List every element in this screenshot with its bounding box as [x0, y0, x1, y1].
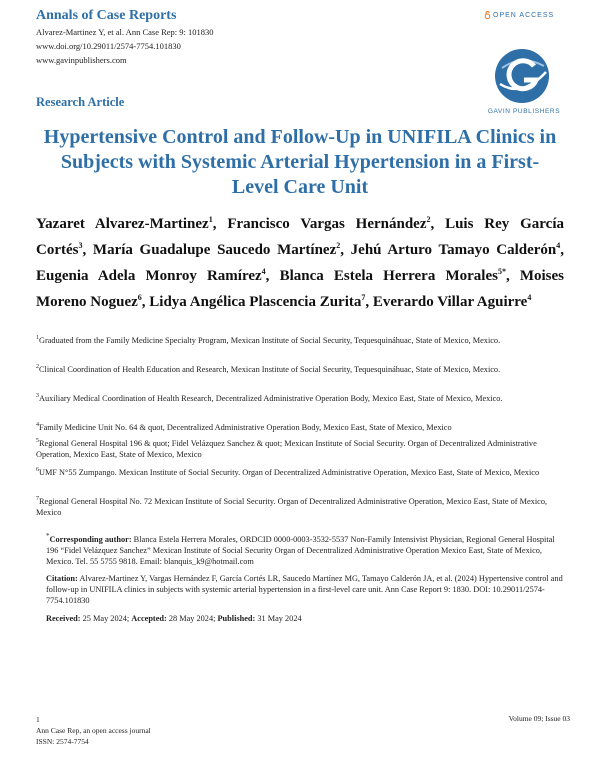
corresponding-author: *Corresponding author: Blanca Estela Herrera Morales, ORDCID 0000-0003-3532-5537 Non-Family Intensivist Physician, Regional General Hospital 196 “Fidel Velázquez Sanchez” Mexican Institute of Social Security Organ of Decentralized Administrative Operation Mexico East, State of Mexico, Mexico. Tel. 55 5755 9818. Email: blanquis_k9@hotmail.com: [46, 533, 555, 566]
article-title: Hypertensive Control and Follow-Up in UNIFILA Clinics in Subjects with Systemic Arterial Hypertension in a First-Level Care Unit: [43, 126, 557, 198]
header-doi[interactable]: www.doi.org/10.29011/2574-7754.101830: [36, 41, 181, 51]
author: Francisco Vargas Hernández$^2$: [227, 215, 431, 232]
author: Lidya Angélica Plascencia Zurita$^7$: [149, 293, 366, 310]
open-access-lock-icon: [484, 11, 491, 19]
article-dates: Received: 25 May 2024; Accepted: 28 May 2024; Published: 31 May 2024: [46, 614, 302, 623]
footer-volume: Volume 09; Issue 03: [508, 714, 570, 723]
gavin-publishers-logo-text: GAVIN PUBLISHERS: [487, 108, 561, 115]
footer-left: [36, 714, 151, 747]
author: Eugenia Adela Monroy Ramírez$^4$: [36, 267, 266, 284]
affiliation: $^4$Family Medicine Unit No. 64 & quot, Decentralized Administrative Operation Body, Mexico East, State of Mexico, Mexico: [36, 422, 452, 432]
affiliation: $^3$Auxiliary Medical Coordination of Health Research, Decentralized Administrative Operation Body, Mexico East, State of Mexico, Mexico.: [36, 393, 503, 403]
header-website[interactable]: www.gavinpublishers.com: [36, 55, 127, 65]
author: María Guadalupe Saucedo Martínez$^2$: [92, 241, 341, 258]
footer-journal: Ann Case Rep, an open access journal: [36, 726, 151, 735]
journal-name: Annals of Case Reports: [36, 8, 177, 23]
affiliation: $^2$Clinical Coordination of Health Education and Research, Mexican Institute of Social Security, Tequesquináhuac, State of Mexico, Mexico.: [36, 364, 501, 374]
author: Jehú Arturo Tamayo Calderón$^4$: [350, 241, 561, 258]
affiliation: $^5$Regional General Hospital 196 & quot; Fidel Velázquez Sanchez & quot; Mexican Institute of Social Security. Organ of Decentralized Administrative Operation, Mexico East, State of Mexico, Mexico: [36, 438, 537, 459]
open-access-label: OPEN ACCESS: [493, 11, 555, 19]
author: Yazaret Alvarez-Martinez$^1$: [36, 215, 213, 232]
author: Luis Rey García Cortés$^3$: [36, 216, 564, 258]
author: Moises Moreno Noguez$^6$: [36, 268, 565, 310]
affiliation: $^6$UMF N°55 Zumpango. Mexican Institute of Social Security. Organ of Decentralized Administrative Operation, Mexico East, State of Mexico, Mexico: [36, 467, 540, 477]
author-list: Yazaret Alvarez-Martinez$^1$, Francisco Vargas Hernández$^2$, Luis Rey García Cortés$^3$, María Guadalupe Saucedo Martínez$^2$, Jehú Arturo Tamayo Calderón$^4$, Eugenia Adela Monroy Ramírez$^4$, Blanca Estela Herrera Morales$^{5*}$, Moises Moreno Noguez$^6$, Lidya Angélica Plascencia Zurita$^7$, Everardo Villar Aguirre$^4$: [36, 215, 565, 310]
article-type: Research Article: [36, 95, 125, 109]
page-number: 1: [36, 715, 40, 724]
author: Blanca Estela Herrera Morales$^{5*}$: [279, 267, 506, 284]
affiliation: $^7$Regional General Hospital No. 72 Mexican Institute of Social Security. Organ of Decentralized Administrative Operation, Mexico East, State of Mexico, Mexico: [36, 496, 548, 517]
header-citation: Alvarez-Martinez Y, et al. Ann Case Rep: 9: 101830: [36, 27, 214, 37]
open-access-badge: [484, 11, 554, 19]
affiliation: $^1$Graduated from the Family Medicine Specialty Program, Mexican Institute of Social Security, Tequesquináhuac, State of Mexico, Mexico.: [36, 335, 501, 345]
author: Everardo Villar Aguirre$^4$: [372, 293, 532, 310]
footer-issn: ISSN: 2574-7754: [36, 737, 89, 746]
citation: Citation: Alvarez-Martinez Y, Vargas Hernández F, García Cortés LR, Saucedo Martínez MG, Tamayo Calderón JA, et al. (2024) Hypertensive control and follow-up in UNIFILA clinics in subjects with systemic arterial hypertension in a first-level care unit. Ann Case Report 9: 1830. DOI: 10.29011/2574-7754.101830: [46, 574, 563, 605]
gavin-publishers-logo-icon: [492, 46, 552, 106]
